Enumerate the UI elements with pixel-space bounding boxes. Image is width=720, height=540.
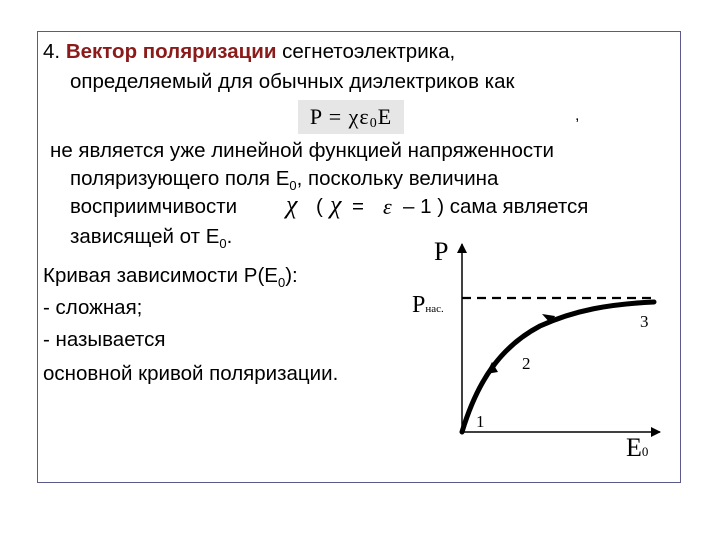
formula-rhs: E [377, 104, 393, 129]
line7-sub: 0 [277, 275, 286, 291]
text-line-6 [70, 225, 232, 256]
line4-post: , поскольку величина [296, 167, 499, 190]
line6-post: . [226, 225, 233, 248]
line4-sub: 0 [289, 178, 297, 194]
saturation-label [412, 292, 444, 322]
line5-paren: ( [316, 195, 323, 218]
point-label-1: 1 [476, 412, 485, 431]
polarization-graph [410, 234, 666, 474]
chi-symbol-1: χ [286, 190, 298, 219]
line5-c: – 1 ) сама является [403, 195, 589, 218]
line5-equals: = [352, 195, 364, 218]
line5-a: восприимчивости [70, 195, 238, 218]
point-label-2: 2 [522, 354, 531, 373]
text-line-3: не является уже линейной функцией напряженности [50, 139, 554, 162]
slide-number: 4. [43, 40, 61, 63]
x-axis-label-main: E [626, 433, 642, 462]
text-line-9: - называется [43, 328, 166, 351]
slide-heading [43, 40, 455, 64]
text-line-4 [70, 167, 498, 198]
text-line-2: определяемый для обычных диэлектриков как [70, 70, 515, 93]
text-line-5 [70, 195, 237, 219]
line6-pre: зависящей от Е [70, 225, 220, 248]
formula-lhs: P = χε [309, 104, 370, 129]
saturation-label-main: P [412, 292, 426, 318]
formula-comma: , [575, 107, 580, 124]
saturation-label-sub: нас. [425, 303, 444, 315]
line6-sub: 0 [219, 236, 227, 252]
formula-sub: 0 [369, 116, 378, 131]
x-axis-label-sub: 0 [641, 444, 649, 459]
text-line-7 [43, 264, 298, 295]
chi-symbol-2: χ [330, 190, 342, 219]
formula-polarization [298, 100, 404, 134]
title-rest: сегнетоэлектрика, [276, 40, 456, 63]
point-label-3: 3 [640, 312, 649, 331]
title-bold: Вектор поляризации [65, 40, 277, 63]
text-line-10: основной кривой поляризации. [43, 362, 339, 385]
y-axis-label: P [434, 237, 449, 266]
line7-pre: Кривая зависимости Р(Е [43, 264, 278, 287]
line7-post: ): [285, 264, 298, 287]
x-axis-label [626, 434, 648, 466]
line4-pre: поляризующего поля Е [70, 167, 290, 190]
text-line-8: - сложная; [43, 296, 143, 319]
epsilon-symbol: ε [383, 194, 392, 219]
